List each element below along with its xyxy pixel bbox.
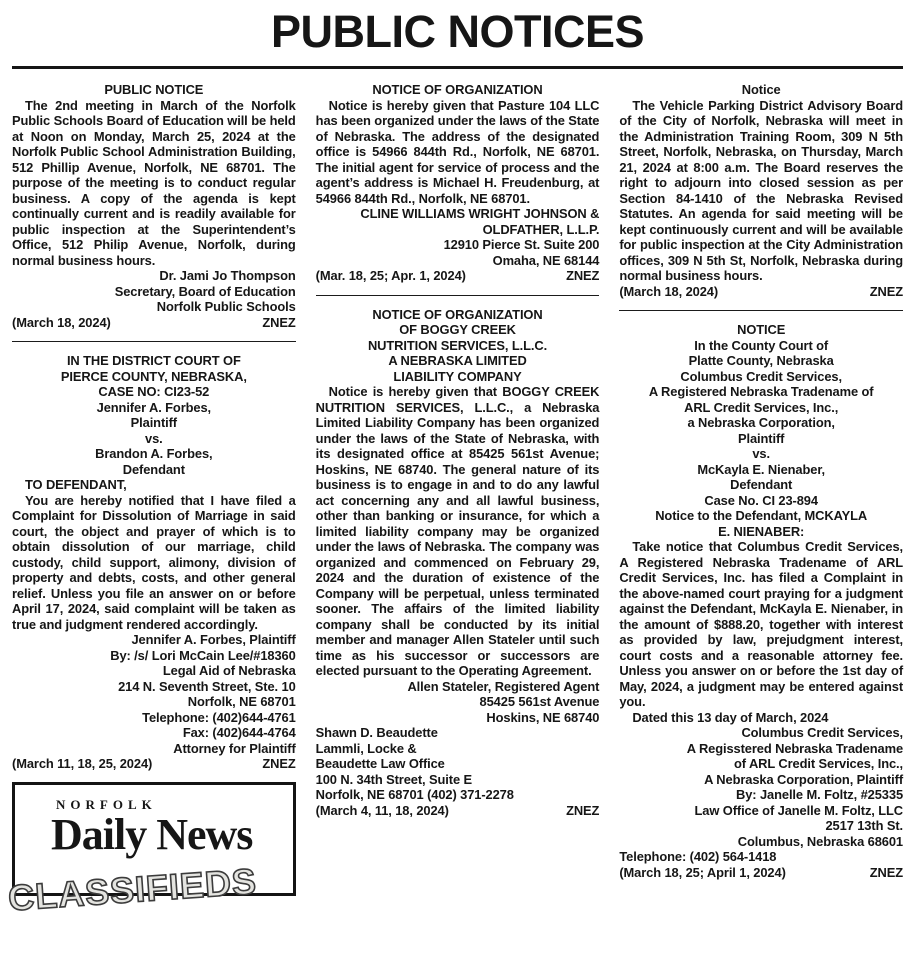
signature-block-right bbox=[12, 632, 296, 756]
signature-line: Allen Stateler, Registered Agent bbox=[407, 678, 600, 694]
heading-line: Plaintiff bbox=[130, 415, 178, 430]
notice-body: Notice is hereby given that Pasture 104 LLC has been organized under the laws of the State of Nebraska. The address of the designated office is 54966 844th Rd., Norfolk, NE 68701. The initial agent for service of process and the agent’s address is Michael H. Freudenburg, at 54966 844th Rd., Norfolk, NE 68701. bbox=[315, 97, 600, 206]
signature-line: Attorney for Plaintiff bbox=[173, 740, 296, 756]
masthead-norfolk-text: NORFOLK bbox=[56, 796, 157, 812]
heading-line: vs. bbox=[145, 430, 163, 446]
signature-line: OLDFATHER, L.L.P. bbox=[482, 221, 600, 237]
column-1 bbox=[6, 82, 296, 919]
signature-line: Columbus, Nebraska 68601 bbox=[737, 833, 904, 849]
publication-dates: (Mar. 18, 25; Apr. 1, 2024) bbox=[315, 268, 466, 283]
notice-footer bbox=[316, 803, 600, 819]
signature-block-right bbox=[619, 725, 903, 849]
heading-line: Jennifer A. Forbes, bbox=[96, 399, 212, 415]
signature-line: Law Office of Janelle M. Foltz, LLC bbox=[694, 802, 904, 818]
notice-heading bbox=[316, 82, 600, 98]
publication-dates: (March 18, 2024) bbox=[12, 314, 111, 330]
signature-block-right bbox=[316, 206, 600, 268]
notice-body: The 2nd meeting in March of the Norfolk Public Schools Board of Education will be held at Noon on Monday, March 25, 2024 at the Norfolk Public School Administration Building, 512 Phillip Avenue, Norfolk, NE 68701. The purpose of the meeting is to conduct regular business. A copy of the agenda is kept continually current and is readily available for public inspection at the Superintendent’s Office, 512 Philip Avenue, Norfolk, during normal business hours. bbox=[12, 97, 296, 268]
signature-line: By: /s/ Lori McCain Lee/#18360 bbox=[110, 647, 296, 663]
heading-line: In the County Court of bbox=[694, 337, 829, 353]
heading-line: A NEBRASKA LIMITED bbox=[388, 353, 527, 368]
heading-line: Defendant bbox=[730, 477, 793, 492]
notice-heading bbox=[12, 353, 296, 477]
heading-line: Case No. CI 23-894 bbox=[704, 492, 818, 508]
signature-line: Lammli, Locke & bbox=[315, 740, 417, 756]
znez-code: ZNEZ bbox=[262, 314, 296, 330]
notice-separator bbox=[619, 310, 903, 311]
heading-line: LIABILITY COMPANY bbox=[393, 368, 522, 384]
znez-code: ZNEZ bbox=[566, 802, 600, 818]
signature-line: Norfolk, NE 68701 bbox=[187, 694, 296, 709]
signature-line: Beaudette Law Office bbox=[315, 756, 445, 771]
heading-line: Plaintiff bbox=[737, 430, 785, 446]
signature-line: Jennifer A. Forbes, Plaintiff bbox=[131, 632, 296, 647]
publication-dates: (March 11, 18, 25, 2024) bbox=[12, 756, 153, 771]
heading-line: Columbus Credit Services, bbox=[680, 368, 842, 384]
heading-line: Platte County, Nebraska bbox=[688, 353, 834, 368]
publication-dates: (March 18, 25; April 1, 2024) bbox=[619, 864, 786, 880]
heading-line: vs. bbox=[752, 446, 770, 461]
notice-footer bbox=[12, 756, 296, 772]
signature-line: A Regisstered Nebraska Tradename bbox=[686, 740, 904, 756]
legal-notice bbox=[12, 353, 296, 772]
legal-notice bbox=[316, 82, 600, 284]
signature-line: 2517 13th St. bbox=[825, 818, 904, 833]
signature-block-right bbox=[316, 679, 600, 726]
heading-line: IN THE DISTRICT COURT OF bbox=[66, 353, 241, 368]
heading-line: Defendant bbox=[122, 461, 185, 477]
legal-notice bbox=[316, 307, 600, 819]
signature-line: Shawn D. Beaudette bbox=[315, 725, 438, 740]
signature-line: Fax: (402)644-4764 bbox=[182, 725, 296, 740]
notice-heading bbox=[12, 82, 296, 98]
znez-code: ZNEZ bbox=[869, 283, 904, 299]
heading-line: a Nebraska Corporation, bbox=[687, 415, 835, 430]
heading-line: NOTICE OF ORGANIZATION bbox=[372, 306, 543, 322]
heading-line: NOTICE OF ORGANIZATION bbox=[372, 82, 543, 97]
signature-line: Dr. Jami Jo Thompson bbox=[159, 268, 296, 283]
signature-line: 85425 561st Avenue bbox=[479, 694, 600, 709]
heading-line: A Registered Nebraska Tradename of bbox=[648, 384, 874, 399]
signature-block-left bbox=[316, 725, 600, 803]
signature-line: 100 N. 34th Street, Suite E bbox=[315, 771, 473, 787]
heading-line: NUTRITION SERVICES, L.L.C. bbox=[367, 337, 548, 353]
notice-heading bbox=[619, 82, 903, 98]
signature-line: Omaha, NE 68144 bbox=[492, 252, 600, 268]
signature-line: Hoskins, NE 68740 bbox=[486, 709, 600, 725]
column-3 bbox=[619, 82, 903, 896]
signature-line: By: Janelle M. Foltz, #25335 bbox=[736, 787, 904, 802]
publication-dates: (March 18, 2024) bbox=[619, 283, 719, 299]
heading-line: E. NIENABER: bbox=[718, 523, 805, 539]
notice-heading bbox=[619, 322, 903, 539]
notice-separator bbox=[316, 295, 600, 296]
page-title: PUBLIC NOTICES bbox=[270, 6, 645, 57]
heading-line: Brandon A. Forbes, bbox=[95, 446, 213, 461]
heading-line: Notice to the Defendant, MCKAYLA bbox=[655, 508, 868, 523]
signature-line: Columbus Credit Services, bbox=[741, 725, 904, 740]
signature-line: CLINE WILLIAMS WRIGHT JOHNSON & bbox=[360, 206, 600, 221]
signature-line: Secretary, Board of Education bbox=[114, 283, 296, 299]
notice-footer bbox=[12, 315, 296, 331]
znez-code: ZNEZ bbox=[869, 864, 904, 880]
publication-dates: (March 4, 11, 18, 2024) bbox=[315, 802, 449, 818]
masthead-daily-news-text: Daily News bbox=[51, 810, 253, 859]
signature-line: Telephone: (402) 564-1418 bbox=[619, 849, 777, 864]
notice-heading bbox=[316, 307, 600, 385]
heading-line: CASE NO: CI23-52 bbox=[98, 384, 210, 399]
notice-body: Dated this 13 day of March, 2024 bbox=[632, 709, 829, 725]
notice-body: You are hereby notified that I have filed a Complaint for Dissolution of Marriage in said court, the object and prayer of which is to obtain dissolution of our marriage, child custody, child support, alimony, division of property and debts, costs, and other general relief. Unless you file an answer on or before April 17, 2024, said complaint will be taken as true and judgment rendered accordingly. bbox=[12, 492, 296, 632]
signature-line: 214 N. Seventh Street, Ste. 10 bbox=[118, 678, 296, 694]
signature-line: A Nebraska Corporation, Plaintiff bbox=[704, 771, 904, 787]
signature-block-right bbox=[12, 268, 296, 315]
notice-body: The Vehicle Parking District Advisory Board of the City of Norfolk, Nebraska will meet in the Administration Training Room, 309 N 5th Street, Norfolk, Nebraska, on Thursday, March 21, 2024 at 8:00 a.m. The Board reserves the right to adjourn into closed session as per Section 84-1410 of the Nebraska Revised Statutes. An agenda for said meeting will be kept continuously current and will be available for public inspection at the City Administration offices, 309 N 5th St, Norfolk, Nebraska during normal business hours. bbox=[619, 97, 904, 283]
znez-code: ZNEZ bbox=[566, 268, 600, 283]
legal-notice bbox=[12, 82, 296, 330]
signature-line: 12910 Pierce St. Suite 200 bbox=[443, 237, 600, 252]
heading-line: PIERCE COUNTY, NEBRASKA, bbox=[60, 368, 247, 384]
notice-footer bbox=[316, 268, 600, 284]
signature-line: Telephone: (402)644-4761 bbox=[142, 709, 296, 725]
notice-separator bbox=[12, 341, 296, 342]
znez-code: ZNEZ bbox=[262, 756, 296, 771]
signature-line: Norfolk, NE 68701 (402) 371-2278 bbox=[315, 787, 514, 802]
notice-footer bbox=[619, 284, 903, 300]
column-2 bbox=[316, 82, 600, 896]
signature-line: Norfolk Public Schools bbox=[156, 299, 296, 314]
norfolk-daily-news-logo bbox=[6, 782, 296, 919]
header-rule bbox=[12, 66, 903, 69]
notice-footer bbox=[619, 865, 903, 881]
notice-columns bbox=[6, 82, 904, 919]
classifieds-overlay-text: CLASSIFIEDS bbox=[6, 860, 259, 919]
notice-body: Notice is hereby given that BOGGY CREEK NUTRITION SERVICES, L.L.C., a Nebraska Limited Liability Company has been organized under the laws of the State of Nebraska, with its designated office at 85425 561st Avenue; Hoskins, NE 68740. The general nature of its business is to engage in and to do any lawful act concerning any and all lawful business, other than banking or insurance, for which a limited liability company may be organized under the laws of Nebraska. The company was organized and commenced on February 29, 2024 and the duration of existence of the Company will be perpetual, unless terminated sooner. The affairs of the limited liability company shall be conducted by its initial member and manager Allen Stateler until such time as his successor or successors are elected pursuant to the Operating Agreement. bbox=[315, 384, 600, 678]
heading-line: ARL Credit Services, Inc., bbox=[684, 399, 839, 415]
legal-notice bbox=[619, 322, 903, 880]
signature-block-left bbox=[619, 849, 903, 865]
heading-line: Notice bbox=[741, 82, 781, 97]
signature-line: Legal Aid of Nebraska bbox=[162, 663, 296, 678]
notice-body: Take notice that Columbus Credit Services, A Registered Nebraska Tradename of ARL Credit Services, Inc. has filed a Complaint in the above-named court praying for a judgment against the Defendant, McKayla E. Nienaber, in the amount of $888.20, together with interest as provided by law, prejudgment interest, court costs and a reasonable attorney fee. Unless you answer on or before the 1st day of May, 2024, a judgment may be entered against you. bbox=[619, 539, 904, 709]
heading-line: OF BOGGY CREEK bbox=[399, 322, 516, 337]
heading-line: PUBLIC NOTICE bbox=[104, 82, 204, 97]
signature-line: of ARL Credit Services, Inc., bbox=[733, 756, 904, 771]
legal-notice bbox=[619, 82, 903, 299]
heading-line: McKayla E. Nienaber, bbox=[697, 461, 826, 477]
heading-line: NOTICE bbox=[737, 322, 786, 337]
notice-body: TO DEFENDANT, bbox=[25, 477, 127, 492]
